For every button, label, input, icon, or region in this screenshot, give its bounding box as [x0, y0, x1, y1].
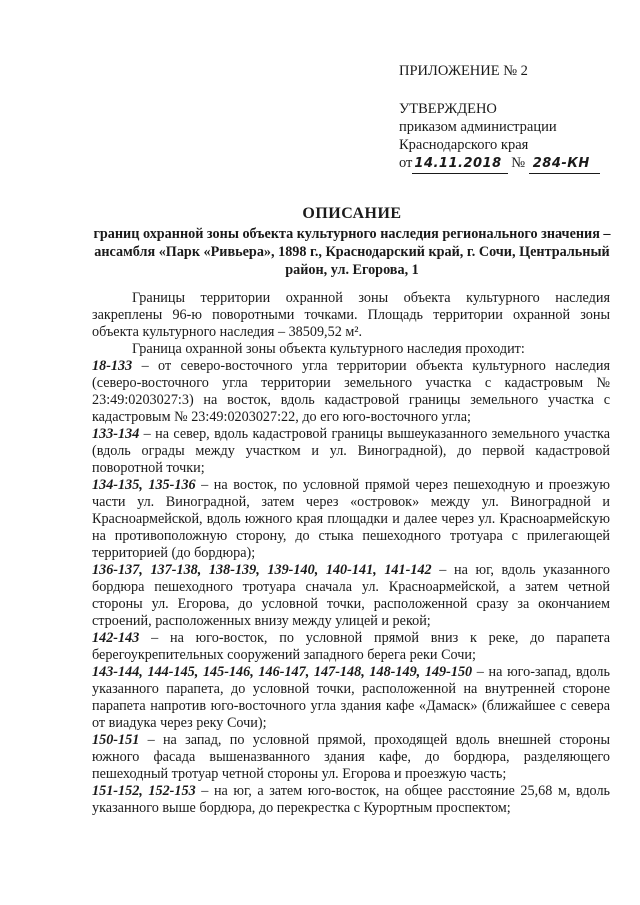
- segment-points: 151-152, 152-153: [92, 783, 196, 799]
- segment-description: – на юг, а затем юго-восток, на общее расстояние 25,68 м, вдоль указанного выше бордюра, до перекрестка с Курортным проспектом;: [92, 783, 610, 816]
- lead-paragraph: Граница охранной зоны объекта культурного наследия проходит:: [132, 341, 525, 357]
- approved-label: УТВЕРЖДЕНО: [399, 101, 497, 117]
- document-title: ОПИСАНИЕ: [302, 205, 402, 222]
- segment-description: – на юго-восток, по условной прямой вниз к реке, до парапета берегоукрепительных сооружений западного берега реки Сочи;: [92, 630, 610, 663]
- order-date: 14.11.2018: [412, 155, 507, 174]
- segment-points: 142-143: [92, 630, 140, 646]
- order-number-label: №: [511, 155, 526, 171]
- boundary-segment: [92, 630, 610, 664]
- boundary-segment: [92, 426, 610, 477]
- boundary-segment: [92, 358, 610, 426]
- order-number: 284-КН: [529, 155, 600, 174]
- document-body: [92, 290, 610, 817]
- segment-points: 150-151: [92, 732, 140, 748]
- segment-points: 18-133: [92, 358, 133, 374]
- boundary-segment: [92, 732, 610, 783]
- boundary-segment: [92, 664, 610, 732]
- approval-header: [399, 62, 629, 174]
- segment-points: 136-137, 137-138, 138-139, 139-140, 140-141, 141-142: [92, 562, 432, 578]
- segment-description: – от северо-восточного угла территории объекта культурного наследия (северо-восточного угла территории земельного участка с кадастровым № 23:49:0203027:3) на восток, вдоль кадастровой границы земельного участка с кадастровым № 23:49:0203027:22, до его юго-восточного угла;: [92, 358, 610, 425]
- segment-points: 134-135, 135-136: [92, 477, 196, 493]
- order-prefix: от: [399, 155, 413, 171]
- intro-paragraph: Границы территории охранной зоны объекта культурного наследия закреплены 96-ю поворотными точками. Площадь территории охранной зоны объекта культурного наследия – 38509,52 м².: [92, 290, 610, 340]
- segment-description: – на запад, по условной прямой, проходящей вдоль внешней стороны южного фасада вышеназванного здания кафе, до бордюра, разделяющего пешеходный тротуар четной стороны ул. Егорова и проезжую часть;: [92, 732, 610, 782]
- document-subtitle: границ охранной зоны объекта культурного наследия регионального значения – ансамбля «Парк «Ривьера», 1898 г., Краснодарский край, г. Сочи, Центральный район, ул. Егорова, 1: [93, 226, 611, 278]
- segment-description: – на юг, вдоль указанного бордюра пешеходного тротуара сначала ул. Красноармейской, а затем четной стороны ул. Егорова, до условной точки, расположенной сразу за окончанием строений, расположенных внизу между улицей и рекой;: [92, 562, 610, 629]
- segment-points: 133-134: [92, 426, 140, 442]
- boundary-segment: [92, 562, 610, 630]
- segment-description: – на север, вдоль кадастровой границы вышеуказанного земельного участка (вдоль ограды между участком и ул. Виноградной), до первой кадастровой поворотной точки;: [92, 426, 610, 476]
- approved-by-line-2: Краснодарского края: [399, 137, 529, 153]
- approved-by-line-1: приказом администрации: [399, 119, 557, 135]
- segment-description: – на юго-запад, вдоль указанного парапета, до условной точки, расположенной на внутренней стороне парапета напротив юго-восточного угла здания кафе «Дамаск» (ближайшее с севера от виадука через реку Сочи);: [92, 664, 610, 731]
- appendix-label: ПРИЛОЖЕНИЕ № 2: [399, 63, 528, 79]
- boundary-segment: [92, 477, 610, 562]
- segment-description: – на восток, по условной прямой через пешеходную и проезжую части ул. Виноградной, затем через «островок» между ул. Виноградной и Красноармейской, вдоль южного края площадки и далее через ул. Красноармейскую на противоположную сторону, до стыка пешеходного тротуара с прилегающей территорией (до бордюра);: [92, 477, 611, 561]
- segment-points: 143-144, 144-145, 145-146, 146-147, 147-148, 148-149, 149-150: [92, 664, 473, 680]
- order-line: [399, 154, 629, 174]
- boundary-segment: [92, 783, 610, 817]
